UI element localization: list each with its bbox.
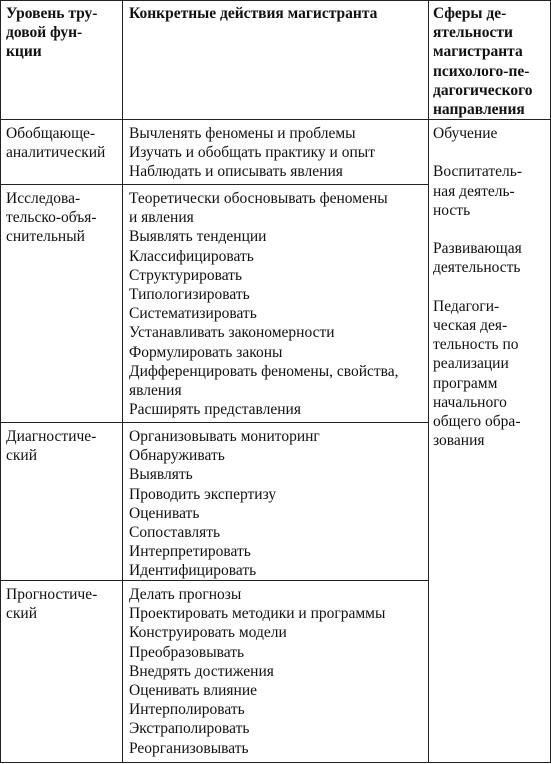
actions-cell-3: Организовывать мониторинг Обнаруживать Выявлять Проводить экспертизу Оценивать Сопоставлять Интерпретировать Идентифицировать (129, 428, 320, 580)
level-cell-2: Исследова- тельско-объя- снительный (6, 190, 97, 246)
spheres-cell: Обучение Воспитатель- ная деятель- ность Развивающая деятельность Педагоги- ческая дея- тельность по реализации программ начального общего обра- зования (433, 125, 523, 450)
row-divider-2 (0, 422, 428, 423)
table-left-border (0, 0, 1, 763)
column-divider-1 (122, 0, 123, 763)
header-level: Уровень тру- довой фун- кции (6, 5, 98, 61)
table-bottom-border (0, 762, 551, 763)
level-cell-3: Диагностиче- ский (6, 428, 97, 465)
actions-cell-4: Делать прогнозы Проектировать методики и программы Конструировать модели Преобразовывать Внедрять достижения Оценивать влияние Интерполировать Экстраполировать Реорганизовывать (129, 586, 386, 757)
header-spheres: Сферы де- ятельности магистранта психолого-пе- дагогического направления (433, 5, 533, 119)
actions-cell-1: Вычленять феномены и проблемы Изучать и обобщать практику и опыт Наблюдать и описывать явления (129, 125, 375, 181)
level-cell-4: Прогностиче- ский (6, 586, 98, 623)
actions-cell-2: Теоретически обосновывать феномены и явления Выявлять тенденции Классифицировать Структурировать Типологизировать Систематизировать Устанавливать закономерности Формулировать законы Дифференцировать феномены, свойства, явления Расширять представления (129, 190, 399, 419)
level-cell-1: Обобщающе- аналитический (6, 125, 106, 162)
row-divider-1 (0, 184, 428, 185)
column-divider-2 (428, 0, 429, 763)
table-top-border (0, 0, 551, 1)
header-actions: Конкретные действия магистранта (129, 5, 378, 22)
